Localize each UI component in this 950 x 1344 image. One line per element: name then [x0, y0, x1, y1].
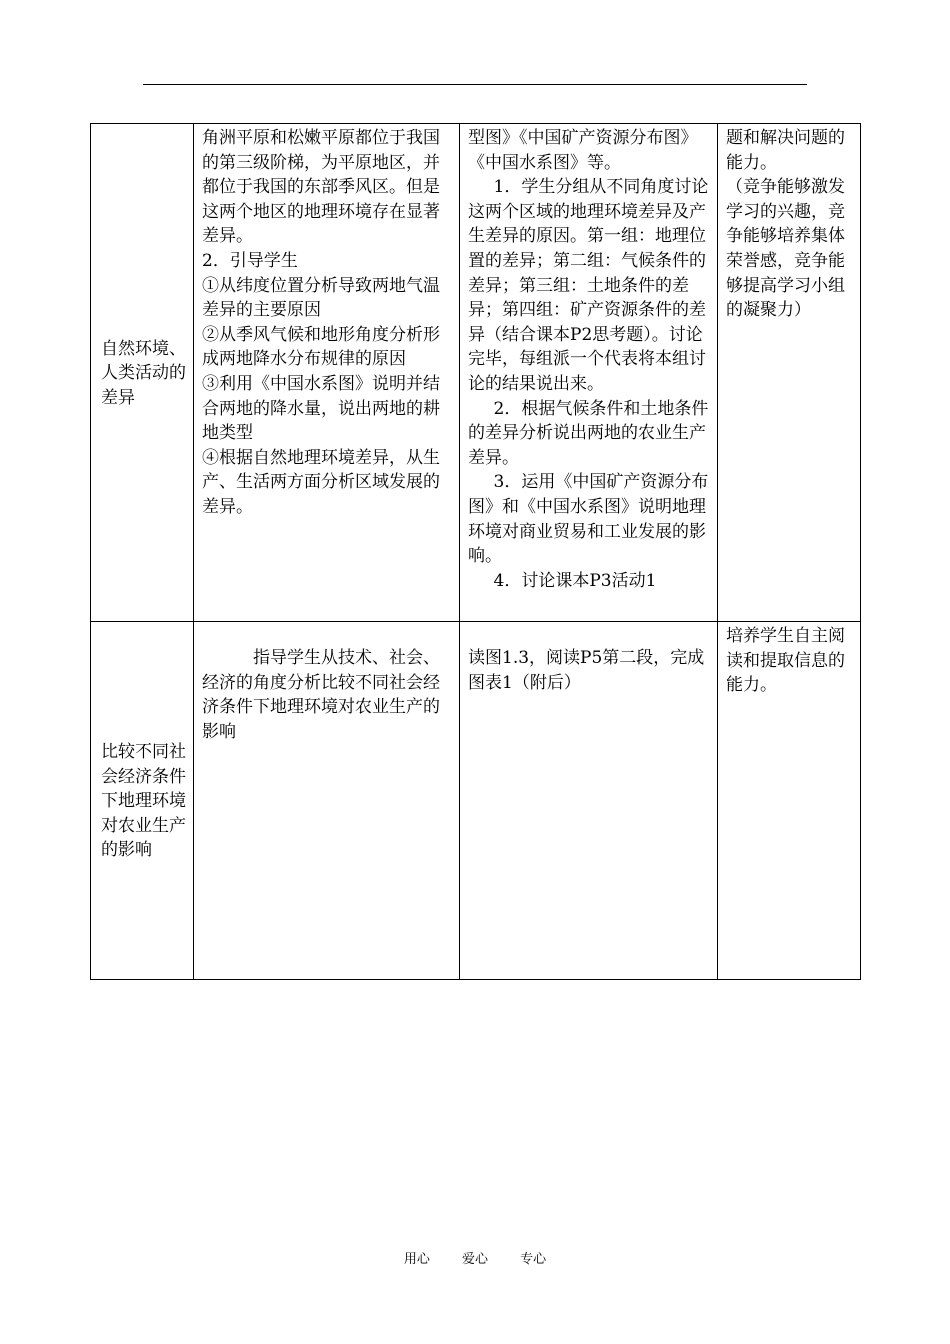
- teacher-activity-cell: [194, 124, 460, 622]
- intent-text: （竞争能够激发学习的兴趣，竞争能够培养集体荣誉感，竞争能够提高学习小组的凝聚力）: [726, 177, 845, 321]
- teacher-activity-cell: [194, 622, 460, 980]
- design-intent-cell: [718, 622, 861, 980]
- teacher-text: ①从纬度位置分析导致两地气温差异的主要原因: [202, 275, 440, 321]
- topic-cell: [91, 124, 194, 622]
- student-activity-cell: [460, 124, 718, 622]
- teacher-text: ④根据自然地理环境差异，从生产、生活两方面分析区域发展的差异。: [202, 447, 440, 517]
- footer-text: 爱心: [461, 1252, 488, 1267]
- teacher-text: ②从季风气候和地形角度分析形成两地降水分布规律的原因: [202, 324, 440, 370]
- lesson-plan-table: [90, 123, 861, 980]
- header-rule: [143, 84, 807, 85]
- footer-text: 专心: [520, 1252, 547, 1267]
- student-text: 型图》《中国矿产资源分布图》《中国水系图》等。: [468, 128, 698, 173]
- student-text: 2．根据气候条件和土地条件的差异分析说出两地的农业生产差异。: [468, 398, 709, 468]
- student-activity-cell: [460, 622, 718, 980]
- intent-text: 培养学生自主阅读和提取信息的能力。: [726, 626, 845, 696]
- student-text: 4．讨论课本P3活动1: [493, 570, 657, 591]
- teacher-text: ③利用《中国水系图》说明并结合两地的降水量，说出两地的耕地类型: [202, 373, 440, 444]
- page-footer: [0, 1248, 950, 1267]
- footer-text: 用心: [403, 1252, 430, 1267]
- topic-cell: [91, 622, 194, 980]
- student-text: 1．学生分组从不同角度讨论这两个区域的地理环境差异及产生差异的原因。第一组：地理位置的差异；第二组：气候条件的差异；第三组：土地条件的差异；第四组：矿产资源条件的差异（结合课本P2思考题）。讨论完毕，每组派一个代表将本组讨论的结果说出来。: [468, 177, 709, 394]
- teacher-text: 2．引导学生: [202, 250, 298, 271]
- student-text: 读图1.3，阅读P5第二段，完成图表1（附后）: [468, 648, 705, 693]
- teacher-text: 指导学生从技术、社会、经济的角度分析比较不同社会经济条件下地理环境对农业生产的影响: [202, 648, 440, 742]
- topic-text: 比较不同社会经济条件下地理环境对农业生产的影响: [101, 742, 186, 861]
- intent-text: 题和解决问题的能力。: [726, 128, 845, 173]
- student-text: 3．运用《中国矿产资源分布图》和《中国水系图》说明地理环境对商业贸易和工业发展的影响。: [468, 472, 709, 567]
- topic-text: 自然环境、人类活动的差异: [101, 338, 186, 408]
- design-intent-cell: [718, 124, 861, 622]
- teacher-text: 角洲平原和松嫩平原都位于我国的第三级阶梯，为平原地区，并都位于我国的东部季风区。但是这两个地区的地理环境存在显著差异。: [202, 128, 440, 247]
- table-row: [91, 622, 861, 980]
- table-row: [91, 124, 861, 622]
